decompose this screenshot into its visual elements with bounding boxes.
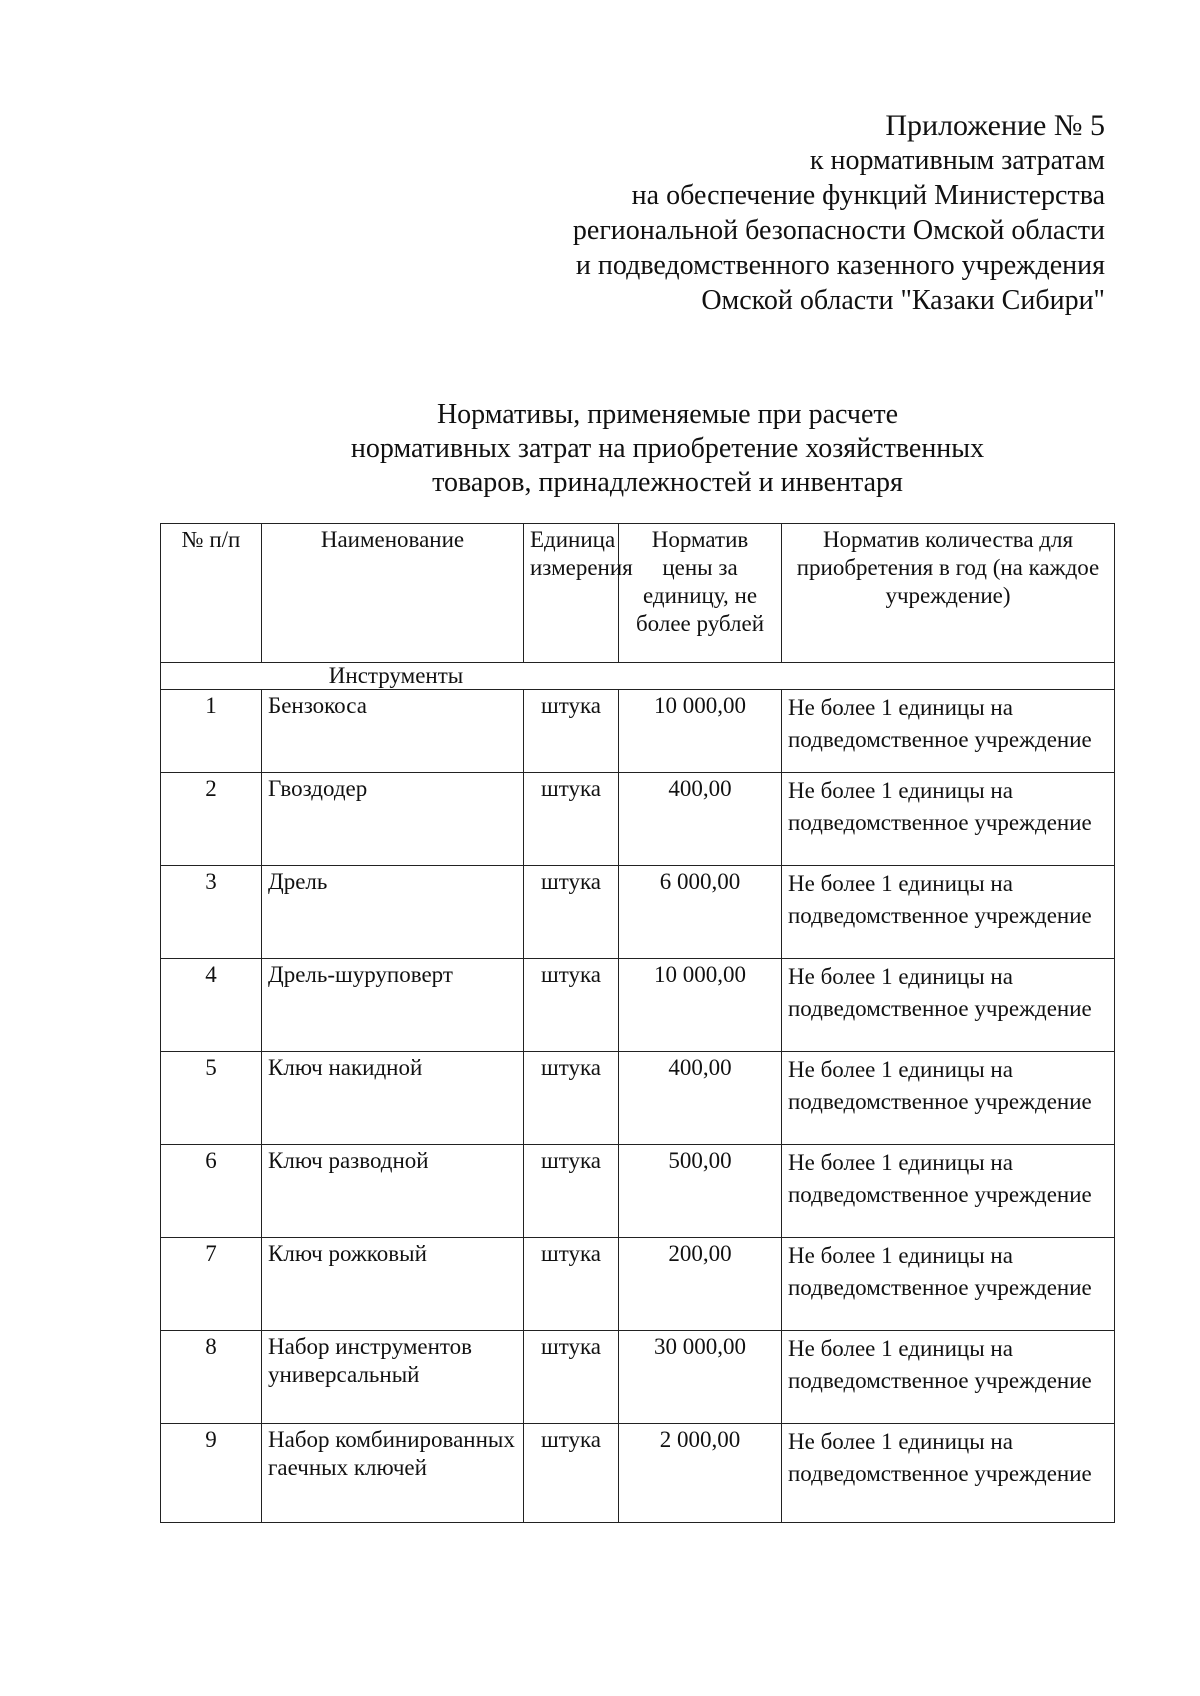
table-row — [161, 773, 1115, 866]
row-qty: Не более 1 единицы на подведомственное учреждение — [782, 1238, 1115, 1331]
row-name: Ключ разводной — [262, 1145, 524, 1238]
row-unit: штука — [524, 1331, 619, 1424]
header-price: Норматив цены за единицу, не более рублей — [619, 524, 782, 663]
row-name: Бензокоса — [262, 690, 524, 773]
row-price: 10 000,00 — [619, 690, 782, 773]
row-name: Гвоздодер — [262, 773, 524, 866]
title-line: нормативных затрат на приобретение хозяйственных — [350, 433, 985, 464]
row-unit: штука — [524, 1424, 619, 1523]
row-qty: Не более 1 единицы на подведомственное учреждение — [782, 1331, 1115, 1424]
row-price: 200,00 — [619, 1238, 782, 1331]
row-price: 400,00 — [619, 773, 782, 866]
row-num: 3 — [161, 866, 262, 959]
appendix-line: и подведомственного казенного учреждения — [575, 250, 1105, 281]
row-price: 10 000,00 — [619, 959, 782, 1052]
row-num: 4 — [161, 959, 262, 1052]
table-row — [161, 1052, 1115, 1145]
row-num: 5 — [161, 1052, 262, 1145]
row-unit: штука — [524, 690, 619, 773]
table-row — [161, 1238, 1115, 1331]
table-row — [161, 1424, 1115, 1523]
group-row — [161, 663, 1115, 690]
norms-table — [160, 523, 1115, 1523]
row-name: Дрель-шуруповерт — [262, 959, 524, 1052]
row-price: 6 000,00 — [619, 866, 782, 959]
row-unit: штука — [524, 1052, 619, 1145]
title-line: товаров, принадлежностей и инвентаря — [432, 467, 903, 498]
table-row — [161, 1145, 1115, 1238]
appendix-line: Приложение № 5 — [885, 109, 1105, 142]
header-num: № п/п — [161, 524, 262, 663]
header-qty: Норматив количества для приобретения в год (на каждое учреждение) — [782, 524, 1115, 663]
table-row — [161, 866, 1115, 959]
row-num: 7 — [161, 1238, 262, 1331]
row-unit: штука — [524, 1145, 619, 1238]
header-name: Наименование — [262, 524, 524, 663]
title-line: Нормативы, применяемые при расчете — [436, 399, 899, 430]
document-title — [0, 398, 1200, 500]
appendix-heading — [573, 108, 1105, 318]
table-row — [161, 959, 1115, 1052]
row-name: Ключ накидной — [262, 1052, 524, 1145]
row-name: Дрель — [262, 866, 524, 959]
row-qty: Не более 1 единицы на подведомственное учреждение — [782, 866, 1115, 959]
table-row — [161, 1331, 1115, 1424]
appendix-line: на обеспечение функций Министерства — [631, 180, 1105, 211]
row-num: 9 — [161, 1424, 262, 1523]
row-name: Набор комбинированных гаечных ключей — [262, 1424, 524, 1523]
row-name: Набор инструментов универсальный — [262, 1331, 524, 1424]
row-num: 6 — [161, 1145, 262, 1238]
row-price: 400,00 — [619, 1052, 782, 1145]
row-num: 8 — [161, 1331, 262, 1424]
row-qty: Не более 1 единицы на подведомственное учреждение — [782, 959, 1115, 1052]
row-qty: Не более 1 единицы на подведомственное учреждение — [782, 1052, 1115, 1145]
row-price: 2 000,00 — [619, 1424, 782, 1523]
row-qty: Не более 1 единицы на подведомственное учреждение — [782, 1424, 1115, 1523]
row-unit: штука — [524, 959, 619, 1052]
appendix-line: региональной безопасности Омской области — [572, 215, 1105, 246]
header-row — [161, 524, 1115, 663]
row-unit: штука — [524, 1238, 619, 1331]
group-label: Инструменты — [328, 663, 464, 688]
appendix-line: к нормативным затратам — [809, 145, 1105, 176]
row-unit: штука — [524, 866, 619, 959]
row-qty: Не более 1 единицы на подведомственное учреждение — [782, 773, 1115, 866]
group-cell — [161, 663, 1115, 690]
row-qty: Не более 1 единицы на подведомственное учреждение — [782, 1145, 1115, 1238]
appendix-line: Омской области "Казаки Сибири" — [701, 285, 1105, 316]
row-unit: штука — [524, 773, 619, 866]
header-unit: Единица измерения — [524, 524, 619, 663]
row-name: Ключ рожковый — [262, 1238, 524, 1331]
row-qty: Не более 1 единицы на подведомственное учреждение — [782, 690, 1115, 773]
table-row — [161, 690, 1115, 773]
row-price: 30 000,00 — [619, 1331, 782, 1424]
row-price: 500,00 — [619, 1145, 782, 1238]
row-num: 2 — [161, 773, 262, 866]
row-num: 1 — [161, 690, 262, 773]
